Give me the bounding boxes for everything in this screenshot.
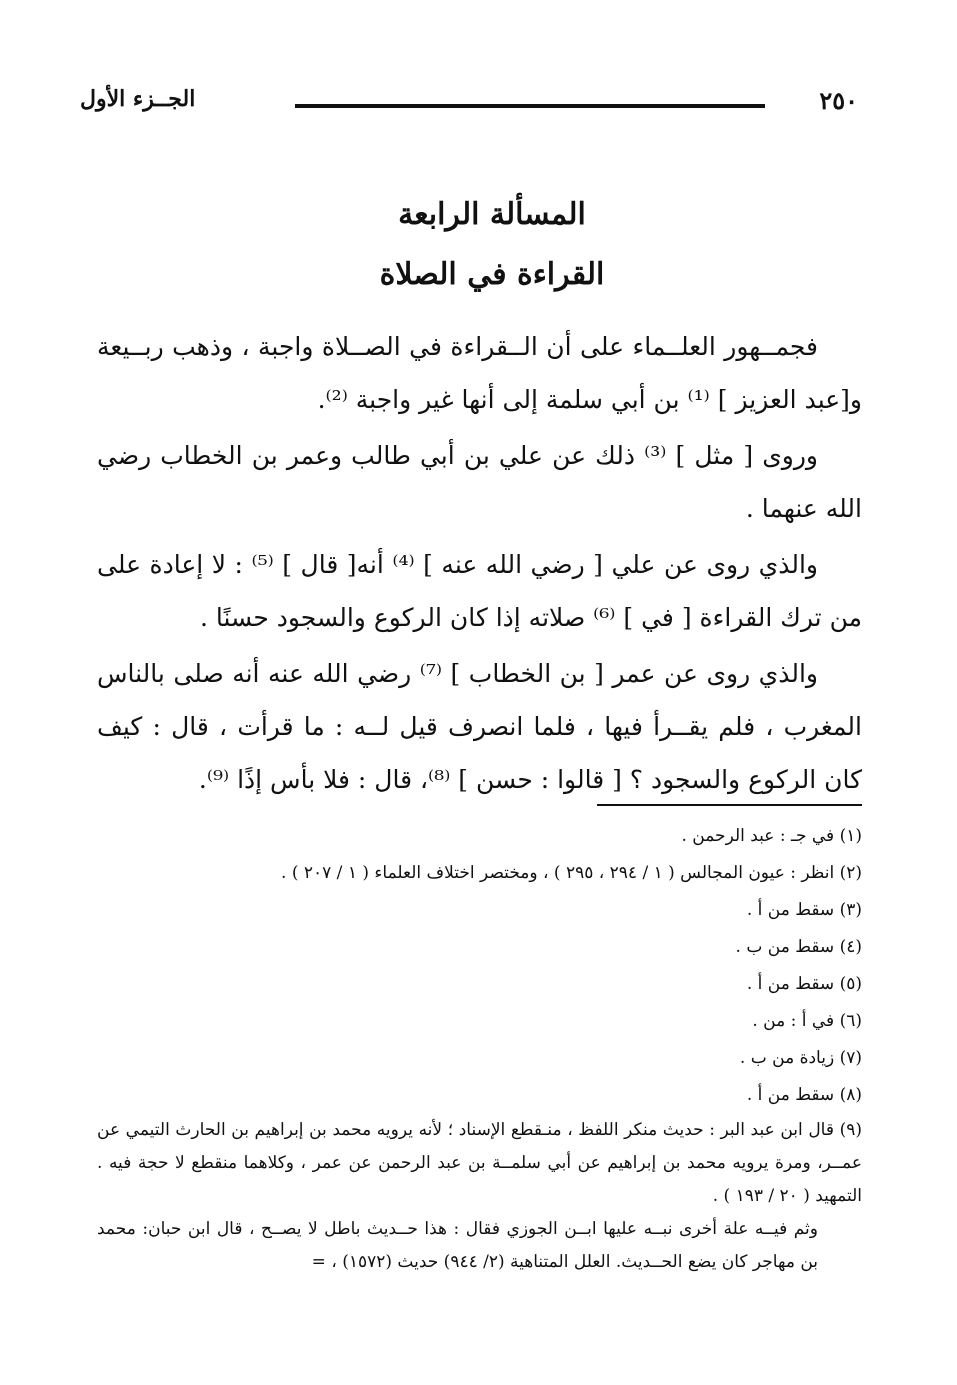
footnote-separator [597, 804, 862, 806]
footnotes [97, 818, 862, 1279]
footnote: (٤) سقط من ب . [735, 937, 862, 957]
page-number: ٢٥٠ [819, 86, 858, 115]
header-rule [295, 104, 765, 108]
body-paragraph: وروى [ مثل ] ⁽³⁾ ذلك عن علي بن أبي طالب وعمر بن الخطاب رضي الله عنهما . [97, 441, 862, 523]
footnote-continuation: وثم فيــه علة أخرى نبــه عليها ابــن الجوزي فقال : هذا حــديث باطل لا يصــح ، قال ابن حبان: محمد بن مهاجر كان يضع الحــديث. العلل المتناهية (٢/ ٩٤٤) حديث (١٥٧٢) ، = [97, 1219, 818, 1272]
footnote: (١) في جـ : عبد الرحمن . [681, 826, 862, 846]
running-header [80, 82, 860, 122]
body-paragraph: والذي روى عن علي [ رضي الله عنه ] ⁽⁴⁾ أنه[ قال ] ⁽⁵⁾ : لا إعادة على من ترك القراءة [ في ] ⁽⁶⁾ صلاته إذا كان الركوع والسجود حسنًا . [97, 550, 862, 632]
footnote: (٨) سقط من أ . [746, 1085, 862, 1105]
issue-heading: المسألة الرابعة [398, 197, 586, 232]
body-paragraph: والذي روى عن عمر [ بن الخطاب ] ⁽⁷⁾ رضي الله عنه أنه صلى بالناس المغرب ، فلم يقــرأ فيها ، فلما انصرف قيل لــه : ما قرأت ، قال : كيف كان الركوع والسجود ؟ [ قالوا : حسن ] ⁽⁸⁾، قال : فلا بأس إذًا ⁽⁹⁾. [97, 659, 862, 794]
footnote: (٧) زيادة من ب . [739, 1048, 862, 1068]
body-text [97, 320, 862, 809]
footnote: (٣) سقط من أ . [746, 900, 862, 920]
volume-label: الجــزء الأول [80, 86, 196, 112]
topic-heading: القراءة في الصلاة [379, 257, 605, 292]
footnote: (٢) انظر : عيون المجالس ( ١ / ٢٩٤ ، ٢٩٥ ) ، ومختصر اختلاف العلماء ( ١ / ٢٠٧ ) . [281, 863, 862, 883]
footnote: (٩) قال ابن عبد البر : حديث منكر اللفظ ، منـقطع الإسناد ؛ لأنه يرويه محمد بن إبراهيم بن الحارث التيمي عن عمــر، ومرة يرويه محمد بن إبراهيم عن أبي سلمــة بن عبد الرحمن عن عمر ، وكلاهما منقطع لا حجة فيه . التمهيد ( ٢٠ / ١٩٣ ) . [97, 1120, 862, 1206]
footnote: (٥) سقط من أ . [746, 974, 862, 994]
body-paragraph: فجمــهور العلــماء على أن الــقراءة في الصــلاة واجبة ، وذهب ربــيعة و[عبد العزيز ] ⁽¹⁾ بن أبي سلمة إلى أنها غير واجبة ⁽²⁾. [97, 332, 862, 414]
footnote: (٦) في أ : من . [752, 1011, 862, 1031]
